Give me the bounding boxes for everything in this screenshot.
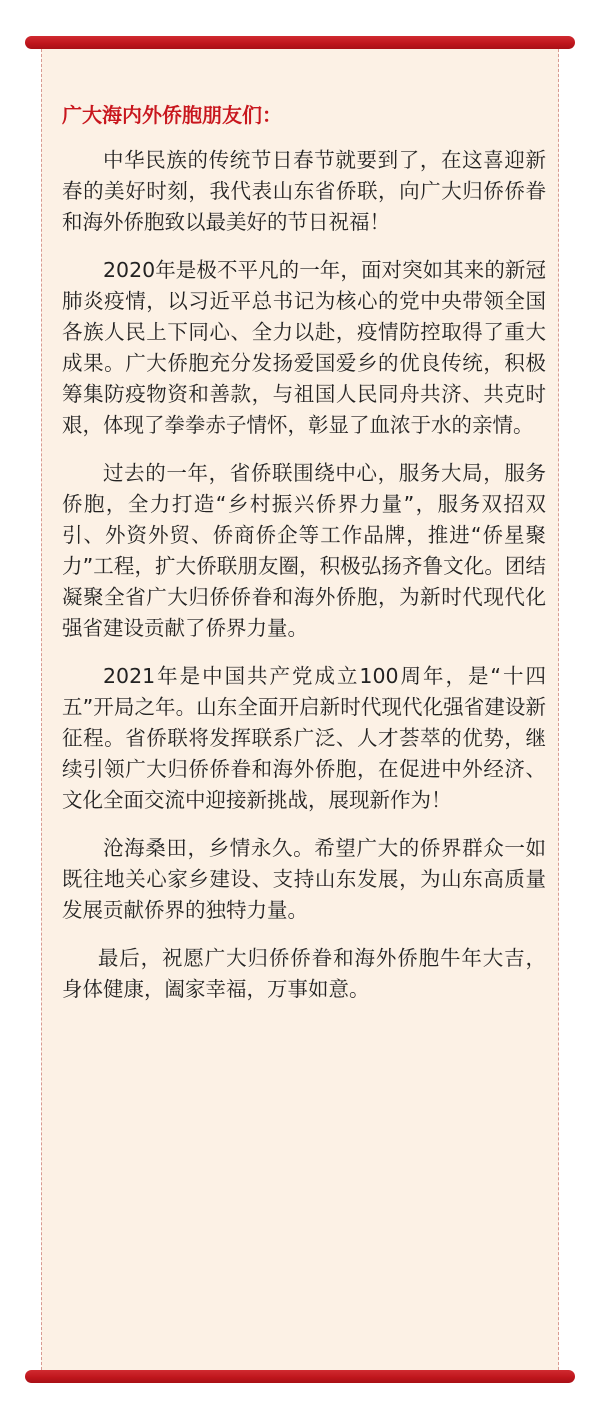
scroll-top-rod xyxy=(25,36,575,49)
letter-salutation: 广大海内外侨胞朋友们： xyxy=(62,103,282,127)
paragraph-past-year-work: 过去的一年，省侨联围绕中心，服务大局，服务侨胞，全力打造“乡村振兴侨界力量”，服务双招双引、外资外贸、侨商侨企等工作品牌，推进“侨星聚力”工程，扩大侨联朋友圈，积极弘扬齐鲁文化。团结凝聚全省广大归侨侨眷和海外侨胞，为新时代现代化强省建设贡献了侨界力量。 xyxy=(62,461,546,640)
paragraph-closing-wishes: 最后，祝愿广大归侨侨眷和海外侨胞牛年大吉，身体健康，阖家幸福，万事如意。 xyxy=(62,946,546,1001)
paragraph-hope: 沧海桑田，乡情永久。希望广大的侨界群众一如既往地关心家乡建设、支持山东发展，为山东高质量发展贡献侨界的独特力量。 xyxy=(62,836,546,922)
paragraph-2020-review: 2020年是极不平凡的一年，面对突如其来的新冠肺炎疫情，以习近平总书记为核心的党中央带领全国各族人民上下同心、全力以赴，疫情防控取得了重大成果。广大侨胞充分发扬爱国爱乡的优良传统，积极筹集防疫物资和善款，与祖国人民同舟共济、共克时艰，体现了拳拳赤子情怀，彰显了血浓于水的亲情。 xyxy=(62,258,546,437)
paragraph-greeting: 中华民族的传统节日春节就要到了，在这喜迎新春的美好时刻，我代表山东省侨联，向广大归侨侨眷和海外侨胞致以最美好的节日祝福！ xyxy=(62,148,546,234)
paragraph-2021-outlook: 2021年是中国共产党成立100周年，是“十四五”开局之年。山东全面开启新时代现代化强省建设新征程。省侨联将发挥联系广泛、人才荟萃的优势，继续引领广大归侨侨眷和海外侨胞，在促进中外经济、文化全面交流中迎接新挑战，展现新作为！ xyxy=(62,664,546,812)
scroll-bottom-rod xyxy=(25,1370,575,1383)
letter-body xyxy=(62,100,546,1022)
